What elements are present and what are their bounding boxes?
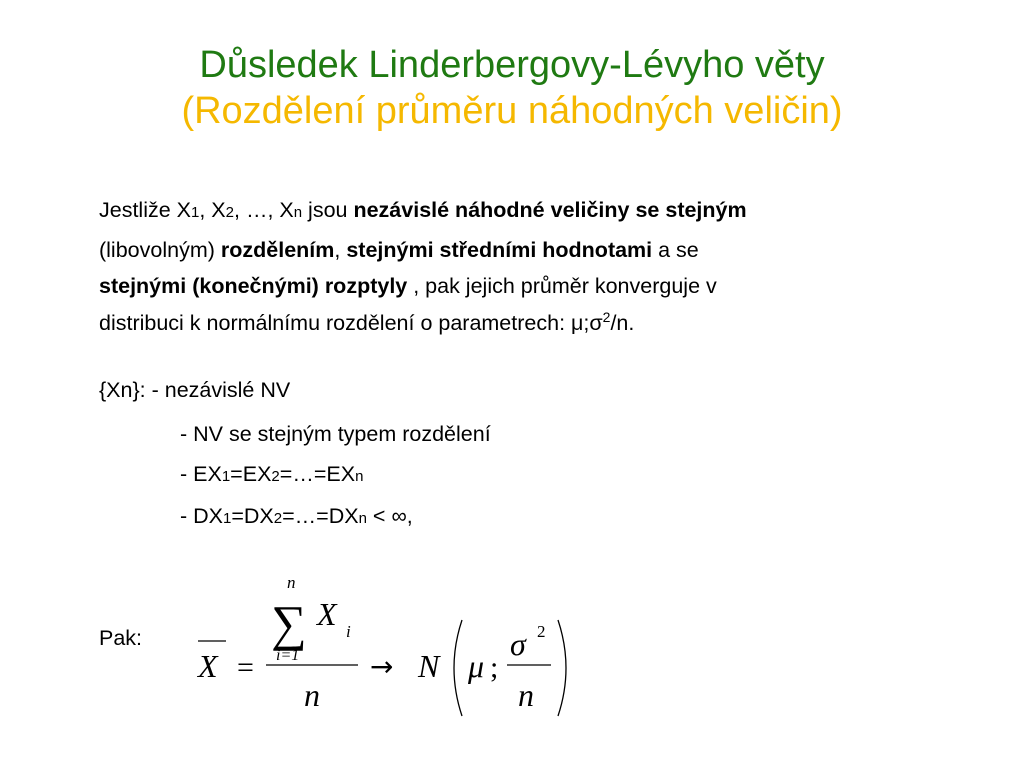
title-line-2: (Rozdělení průměru náhodných veličin) [181,90,843,132]
text: =EX [230,462,272,486]
text: =…=EX [279,462,356,486]
subscript: 2 [273,510,283,527]
text: , pak jejich průměr konverguje v [407,274,717,298]
subscript: 1 [191,204,200,221]
sum-upper-limit: n [287,573,296,592]
sigma-symbol: σ [510,626,526,662]
xi-symbol: X [317,596,337,632]
text: - NV se stejným typem rozdělení [180,422,491,446]
xi-subscript: i [346,622,351,641]
left-paren [454,620,462,716]
subscript: 2 [271,468,280,485]
text: =…=DX [282,504,359,528]
bold-text: stejnými (konečnými) rozptyly [99,274,408,298]
bold-text: nezávislé náhodné veličiny se stejným [353,198,747,222]
sum-symbol: ∑ [271,595,307,651]
sum-lower-limit: i=1 [276,647,300,664]
bold-text: rozdělením [220,237,335,262]
text: (libovolným) [99,237,221,262]
text: a se [652,237,699,262]
text: {Xn}: - nezávislé NV [99,378,291,402]
text: distribuci k normálnímu rozdělení o parametrech: μ;σ [99,310,603,335]
text: - EX [180,462,222,486]
subscript: 2 [225,204,234,221]
text: - DX [180,504,223,528]
text: =DX [231,504,274,528]
arrow-symbol: → [370,650,394,683]
text: Pak: [99,626,143,650]
mu-symbol: μ [468,648,485,684]
text: , [334,237,347,262]
denominator-n-2: n [518,677,534,713]
text: , …, X [234,198,294,222]
subscript: 1 [221,468,231,485]
subscript: n [293,204,303,221]
text: , X [199,198,226,222]
subscript: 1 [223,510,232,527]
superscript: 2 [602,308,611,325]
sigma-superscript: 2 [537,622,546,641]
denominator-n: n [304,677,320,713]
bold-text: stejnými středními hodnotami [346,237,653,262]
equals-sign: = [237,651,254,684]
xbar-symbol: X [198,648,218,684]
subscript: n [355,468,364,485]
right-paren [558,620,566,716]
text: Jestliže X [99,198,192,222]
title-line-1: Důsledek Linderbergovy-Lévyho věty [199,44,825,86]
text: jsou [302,198,354,222]
semicolon: ; [490,651,499,684]
text: /n. [610,310,635,335]
text: < ∞, [366,504,413,528]
subscript: n [358,510,367,527]
N-symbol: N [418,648,440,684]
